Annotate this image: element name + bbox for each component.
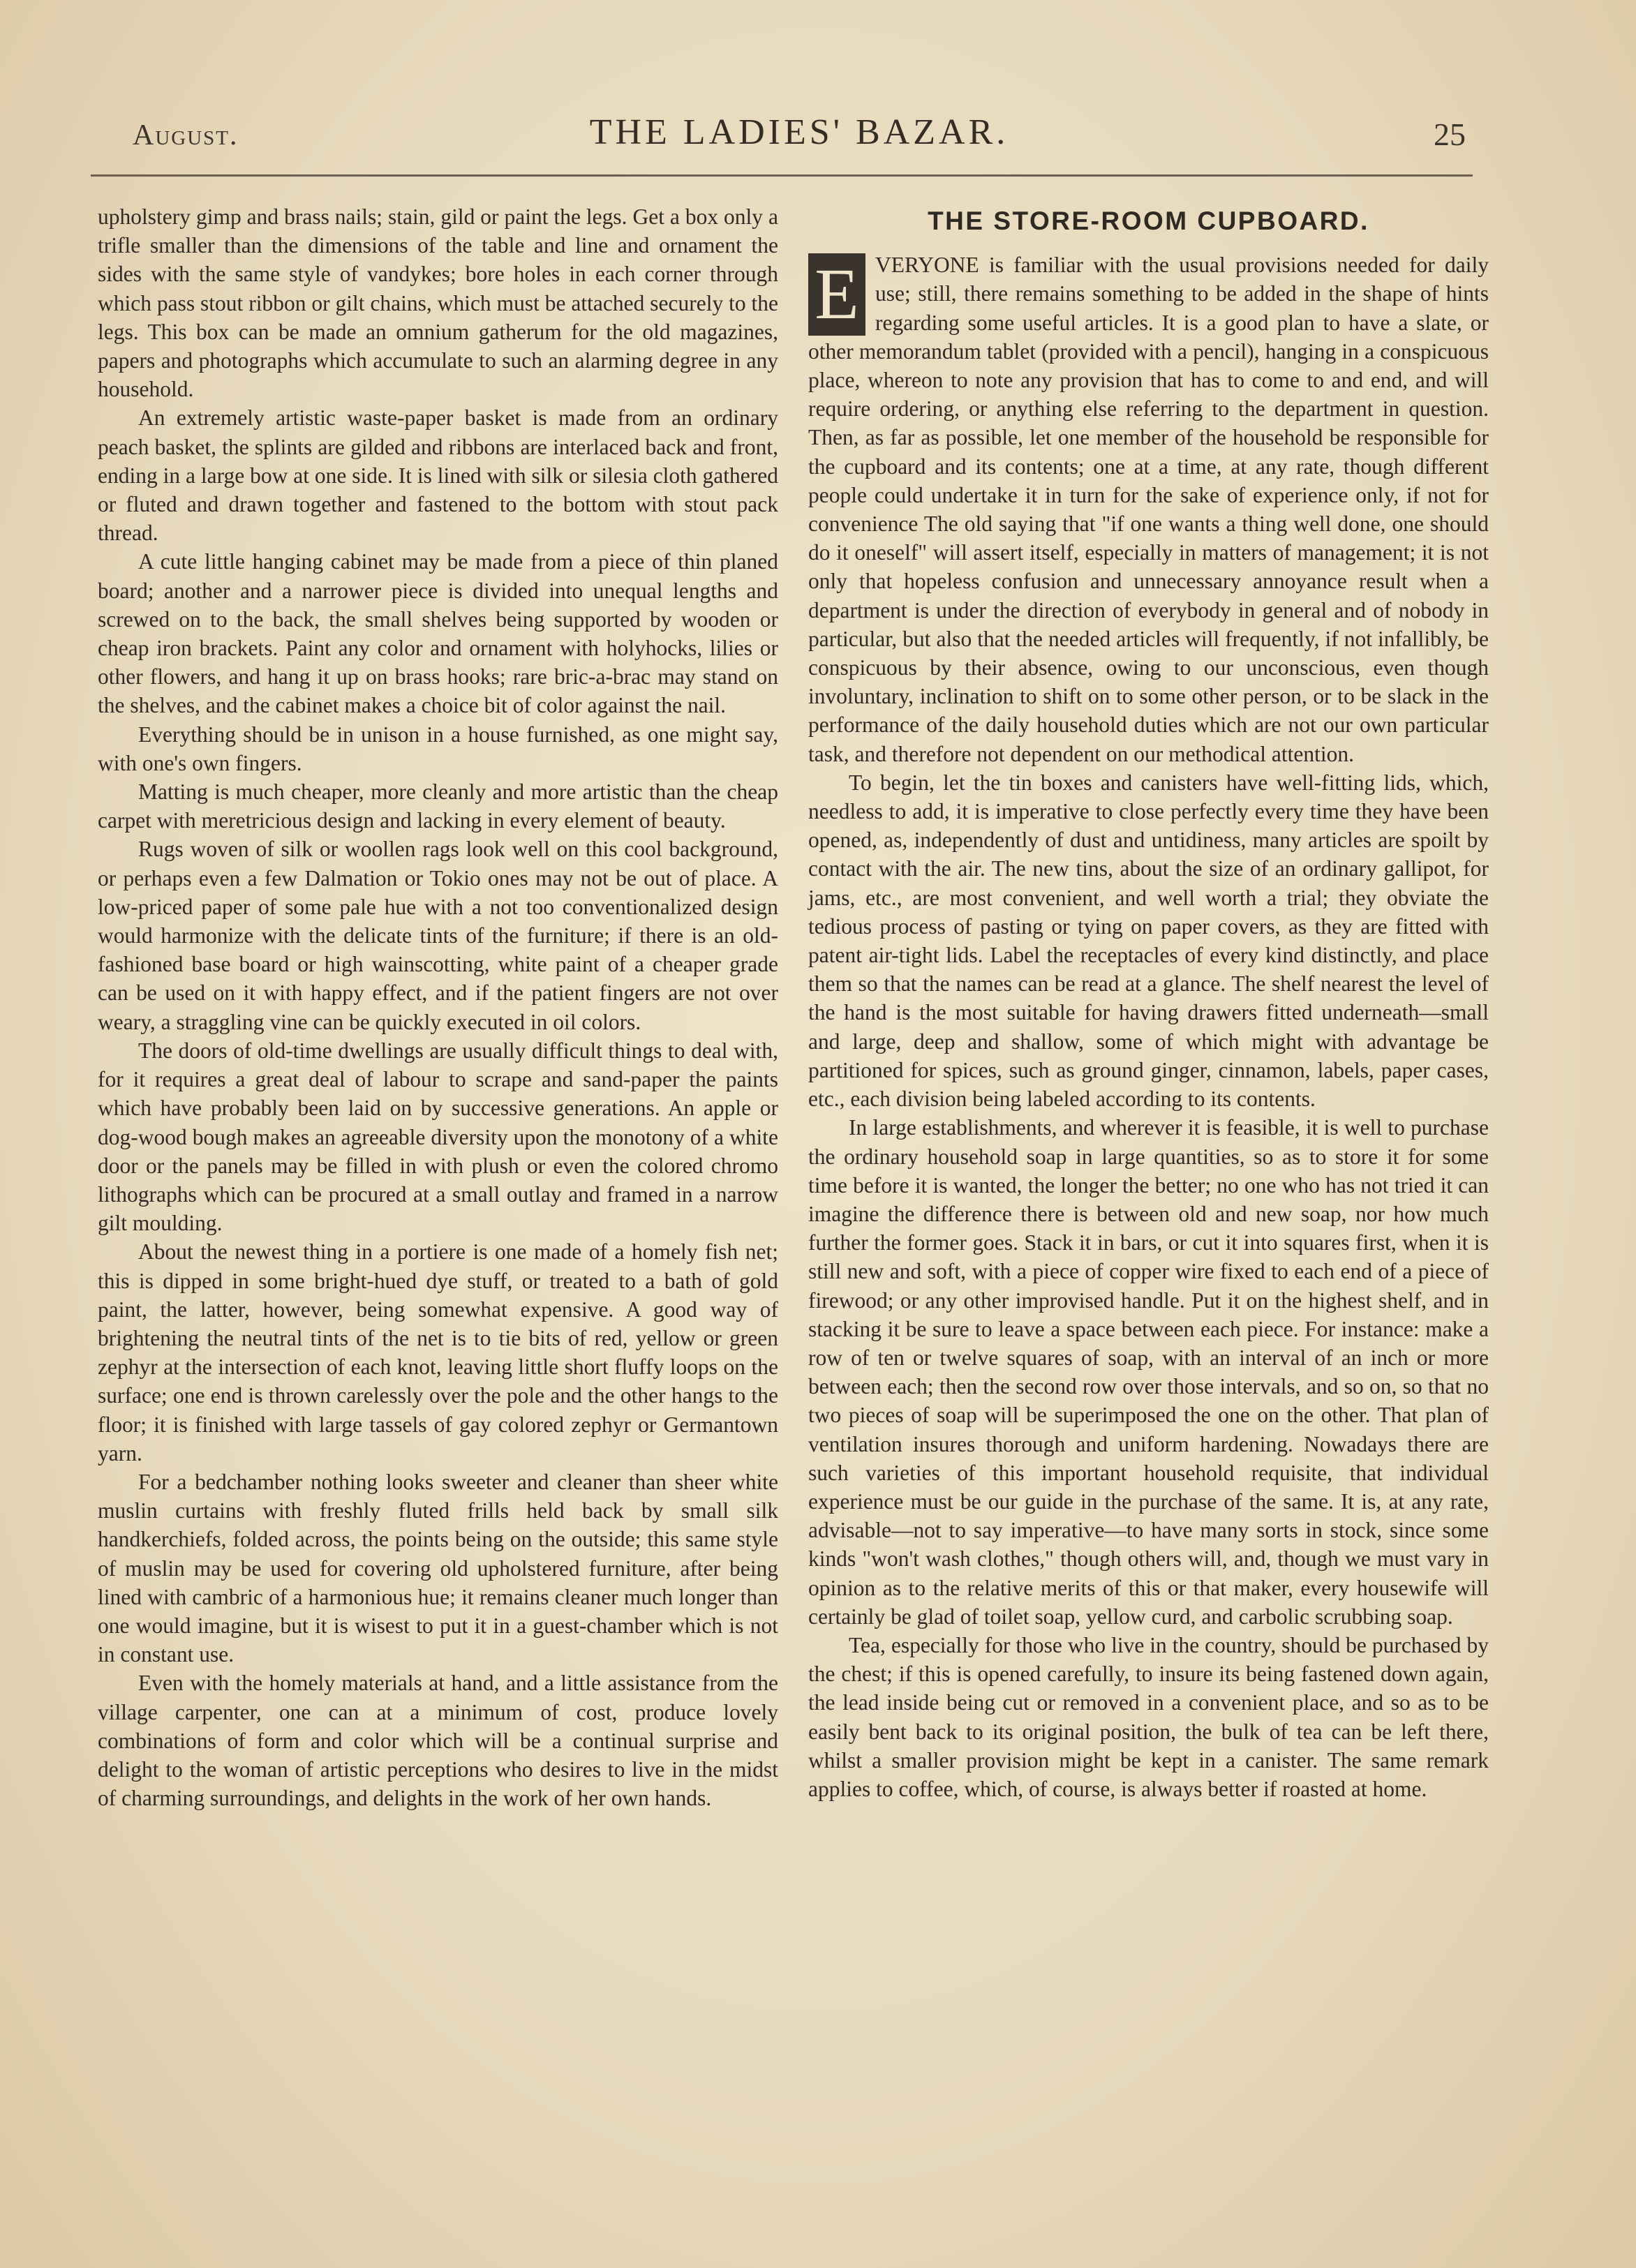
paragraph: The doors of old-time dwellings are usually difficult things to deal with, for it requires a great deal of labour to scrape and sand-paper the paints which have probably been laid on by successive generations. An apple or dog-wood bough makes an agreeable diversity upon the monotony of a white door or the panels may be filled in with plush or even the colored chromo lithographs which can be procured at a small outlay and framed in a narrow gilt moulding. <box>98 1038 778 1236</box>
right-column <box>808 202 1489 1803</box>
paragraph: Tea, especially for those who live in the country, should be purchased by the chest; if this is opened carefully, to insure its being fastened down again, the lead inside being cut or removed in a convenient place, and so as to be easily bent back to its original position, the bulk of tea can be left there, whilst a smaller provision might be kept in a canister. The same remark applies to coffee, which, of course, is always better if roasted at home. <box>808 1632 1489 1801</box>
left-column <box>98 202 778 1812</box>
paragraph: In large establishments, and wherever it is feasible, it is well to purchase the ordinary household soap in large quantities, so as to store it for some time before it is wanted, the longer the better; no one who has not tried it can imagine the difference there is between old and new soap, nor how much further the former goes. Stack it in bars, or cut it into squares first, when it is still new and soft, with a piece of copper wire fixed to each end of a piece of firewood; or any other improvised handle. Put it on the highest shelf, and in stacking it be sure to leave a space between each piece. For instance: make a row of ten or twelve squares of soap, with an interval of an inch or more between each; then the second row over those intervals, and so on, so that no two pieces of soap will be superimposed the one on the other. That plan of ventilation insures thorough and uniform hardening. Nowadays there are such varieties of this important household requisite, that individual experience must be our guide in the purchase of the same. It is, at any rate, advisable—not to say imperative—to have many sorts in stock, since some kinds "won't wash clothes," though others will, and, though we must vary in opinion as to the relative merits of this or that maker, every housewife will certainly be glad of toilet soap, yellow curd, and carbolic scrubbing soap. <box>808 1115 1489 1629</box>
paragraph-with-dropcap <box>808 251 1489 768</box>
paragraph: Even with the homely materials at hand, and a little assistance from the village carpenter, one can at a minimum of cost, produce lovely combinations of form and color which will be a continual surprise and delight to the woman of artistic perceptions who desires to live in the midst of charming surroundings, and delights in the work of her own hands. <box>98 1671 778 1811</box>
page-number: 25 <box>1434 117 1466 152</box>
paragraph: For a bedchamber nothing looks sweeter and cleaner than sheer white muslin curtains with freshly fluted frills held back by small silk handkerchiefs, folded across, the points being on the outside; this same style of muslin may be used for covering old upholstered furniture, after being lined with cambric of a harmonious hue; it remains cleaner much longer than one would imagine, but it is wisest to put it in a guest-chamber which is not in constant use. <box>98 1469 778 1667</box>
running-header <box>133 112 1466 167</box>
paragraph: An extremely artistic waste-paper basket is made from an ordinary peach basket, the splints are gilded and ribbons are interlaced back and front, ending in a large bow at one side. It is lined with silk or silesia cloth gathered or fluted and drawn together and fastened to the bottom with stout pack thread. <box>98 405 778 546</box>
paragraph: About the newest thing in a portiere is one made of a homely fish net; this is dipped in some bright-hued dye stuff, or treated to a bath of gold paint, the latter, however, being somewhat expensive. A good way of brightening the neutral tints of the net is to tie bits of red, yellow or green zephyr at the intersection of each knot, leaving little short fluffy loops on the surface; one end is thrown carelessly over the pole and the other hangs to the floor; it is finished with large tassels of gay colored zephyr or Germantown yarn. <box>98 1239 778 1465</box>
article-title: THE STORE-ROOM CUPBOARD. <box>928 207 1369 235</box>
paragraph: Rugs woven of silk or woollen rags look well on this cool background, or perhaps even a few Dalmation or Tokio ones may not be out of place. A low-priced paper of some pale hue with a not too conventionalized design would harmonize with the delicate tints of the furniture; if there is an old-fashioned base board or high wainscotting, white paint of a cheaper grade can be used on it with happy effect, and if the patient fingers are not over weary, a straggling vine can be quickly executed in oil colors. <box>98 837 778 1034</box>
paragraph: To begin, let the tin boxes and canisters have well-fitting lids, which, needless to add, it is imperative to close perfectly every time they have been opened, as, independently of dust and untidiness, many articles are spoilt by contact with the air. The new tins, about the size of an ordinary gallipot, for jams, etc., are most convenient, and well worth a trial; they obviate the tedious process of pasting or tying on paper covers, as they are fitted with patent air-tight lids. Label the receptacles of every kind distinctly, and place them so that the names can be read at a glance. The shelf nearest the level of the hand is the most suitable for having drawers fitted underneath—small and large, deep and shallow, some of which might with advantage be partitioned for spices, such as ground ginger, cinnamon, labels, paper cases, etc., each division being labeled according to its contents. <box>808 770 1489 1112</box>
paragraph: Everything should be in unison in a house furnished, as one might say, with one's own fingers. <box>98 722 778 775</box>
dropcap: E <box>808 253 865 336</box>
header-month: August. <box>133 119 239 151</box>
header-rule <box>91 174 1473 177</box>
paragraph-text: VERYONE is familiar with the usual provisions needed for daily use; still, there remains something to be added in the shape of hints regarding some useful articles. It is a good plan to have a slate, or other memorandum tablet (provided with a pencil), hanging in a conspicuous place, whereon to note any provision that has to come to and end, and will require ordering, or anything else referring to the department in question. Then, as far as possible, let one member of the household be responsible for the cupboard and its contents; one at a time, at any rate, though different people could undertake it in turn for the sake of experience only, if not for convenience The old saying that "if one wants a thing well done, one should do it oneself" will assert itself, especially in matters of management; it is not only that hopeless confusion and unnecessary annoyance result when a department is under the direction of everybody in general and of nobody in particular, but also that the needed articles will frequently, if not infallibly, be conspicuous by their absence, owing to our unconscious, even though involuntary, inclination to shift on to some other person, or to be slack in the performance of the daily household duties which are not our own particular task, and therefore not dependent on our methodical attention. <box>808 253 1489 766</box>
magazine-title: THE LADIES' BAZAR. <box>589 112 1009 152</box>
paragraph: upholstery gimp and brass nails; stain, gild or paint the legs. Get a box only a trifle smaller than the dimensions of the table and line and ornament the sides with the same style of vandykes; bore holes in each corner through which pass stout ribbon or gilt chains, which must be attached securely to the legs. This box can be made an omnium gatherum for the old magazines, papers and photographs which accumulate to such an alarming degree in any household. <box>98 204 778 402</box>
paragraph: A cute little hanging cabinet may be made from a piece of thin planed board; another and a narrower piece is divided into unequal lengths and screwed on to the back, the small shelves being supported by wooden or cheap iron brackets. Paint any color and ornament with holyhocks, lilies or other flowers, and hang it up on brass hooks; rare bric-a-brac may stand on the shelves, and the cabinet makes a choice bit of color against the nail. <box>98 549 778 718</box>
paragraph: Matting is much cheaper, more cleanly and more artistic than the cheap carpet with meretricious design and lacking in every element of beauty. <box>98 779 778 833</box>
